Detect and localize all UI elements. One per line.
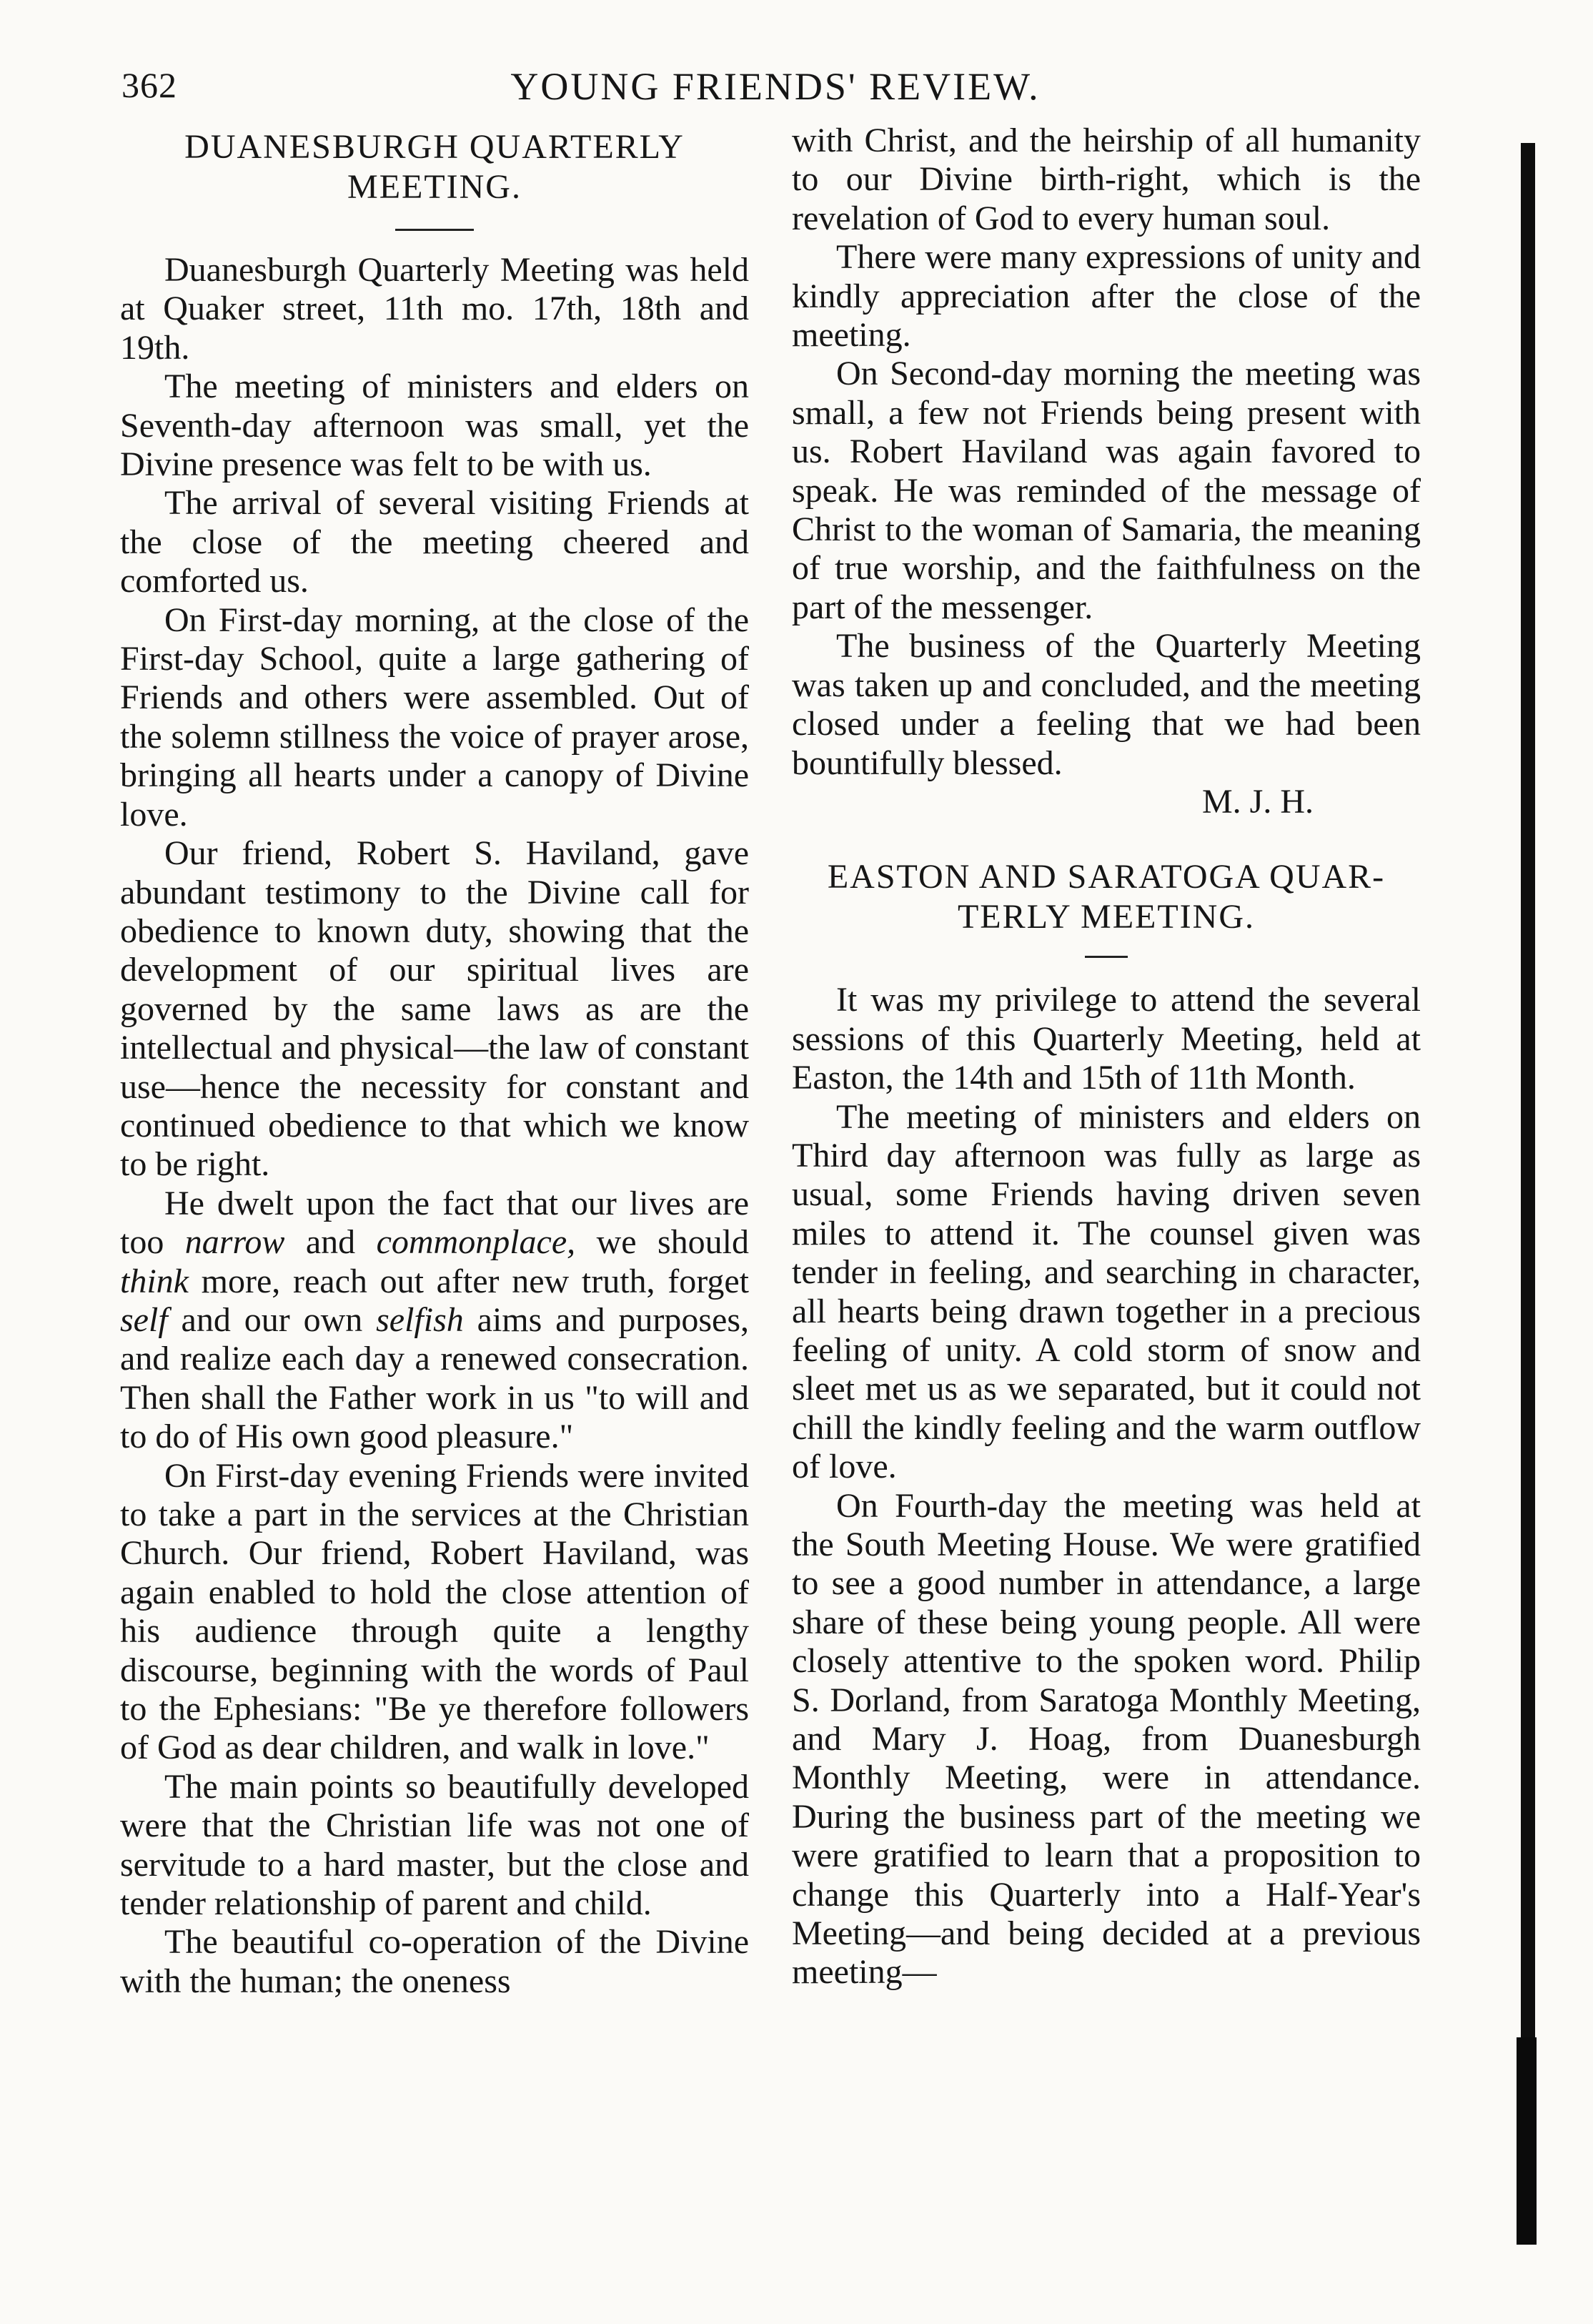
heading-line-1: EASTON AND SARATOGA QUAR- [827, 858, 1386, 896]
text-run: and our own [167, 1300, 377, 1339]
paragraph: On First-day morning, at the close of the First-day School, quite a large gathering of Friends and others were assembled. Out of the solemn stillness the voice of prayer arose, bringing all hearts under a canopy of Divine love. [120, 600, 749, 834]
italic-word: selfish [376, 1300, 464, 1339]
text-run: and [284, 1223, 377, 1262]
paragraph: The meeting of ministers and elders on Third day afternoon was fully as large as usual, some Friends having driven seven miles to attend it. The counsel given was tender in feeling, and searching in character, all hearts being drawn together in a precious feeling of unity. A cold storm of snow and sleet met us as we separated, but it could not chill the kindly feeling and the warm outflow of love. [792, 1097, 1421, 1486]
heading-line-2: TERLY MEETING. [957, 898, 1255, 936]
heading-line-1: DUANESBURGH QUARTERLY [184, 128, 685, 166]
page-edge-bar-thick [1517, 2037, 1537, 2245]
paragraph: The main points so beautifully developed were that the Christian life was not one of servitude to a hard master, but the close and tender relationship of parent and child. [120, 1767, 749, 1923]
paragraph: On Second-day morning the meeting was small, a few not Friends being present with us. Robert Haviland was again favored to speak. He was reminded of the message of Christ to the woman of Samaria, the meaning of true worship, and the faithfulness on the part of the messenger. [792, 355, 1421, 626]
paragraph: It was my privilege to attend the several sessions of this Quarterly Meeting, held at Easton, the 14th and 15th of 11th Month. [792, 981, 1421, 1097]
italic-word: commonplace, [376, 1223, 576, 1262]
right-column [792, 122, 1421, 1992]
paragraph: Our friend, Robert S. Haviland, gave abundant testimony to the Divine call for obedience to known duty, showing that the development of our spiritual lives are governed by the same laws as are the intellectual and physical—the law of constant use—hence the necessity for constant and continued obedience to that which we know to be right. [120, 834, 749, 1184]
heading-line-2: MEETING. [347, 168, 522, 206]
paragraph: On Fourth-day the meeting was held at the South Meeting House. We were gratified to see a good number in attendance, a large share of these being young people. All were closely attentive to the spoken word. Philip S. Dorland, from Saratoga Monthly Meeting, and Mary J. Hoag, from Duanesburgh Monthly Meeting, were in attendance. During the business part of the meeting we were gratified to learn that a proposition to change this Quarterly into a Half-Year's Meeting—and being decided at a previous meeting— [792, 1486, 1421, 1992]
paragraph: The beautiful co-operation of the Divine with the human; the oneness [120, 1923, 749, 2000]
paragraph: The business of the Quarterly Meeting was taken up and concluded, and the meeting closed under a feeling that we had been bountifully blessed. [792, 627, 1421, 782]
page-header [121, 64, 1429, 122]
page-edge-bar [1521, 143, 1535, 2245]
paragraph: On First-day evening Friends were invited to take a part in the services at the Christian Church. Our friend, Robert Haviland, was again enabled to hold the close attention of his audience through quite a lengthy discourse, beginning with the words of Paul to the Ephesians: "Be ye therefore followers of God as dear children, and walk in love." [120, 1456, 749, 1767]
article-heading-duanesburgh [120, 127, 749, 207]
heading-rule [1085, 956, 1128, 958]
article-heading-easton [792, 857, 1421, 937]
paragraph: There were many expressions of unity and kindly appreciation after the close of the meeting. [792, 238, 1421, 355]
paragraph-with-italics [120, 1185, 749, 1457]
heading-rule [395, 229, 474, 231]
paragraph-continued: with Christ, and the heirship of all humanity to our Divine birth-right, which is the revelation of God to every human soul. [792, 122, 1421, 237]
running-title: YOUNG FRIENDS' REVIEW. [510, 65, 1041, 108]
left-column [120, 122, 749, 2001]
paragraph: The arrival of several visiting Friends at the close of the meeting cheered and comforted us. [120, 484, 749, 600]
text-run: aims and purposes, and realize each day a renewed consecration. Then shall the Father work in us "to will and to do of His own good pleasure." [120, 1300, 750, 1456]
text-run: we should [575, 1223, 749, 1262]
page-number: 362 [121, 65, 177, 105]
text-run: more, reach out after new truth, forget [188, 1262, 749, 1300]
italic-word: think [120, 1262, 189, 1300]
paragraph: Duanesburgh Quarterly Meeting was held at Quaker street, 11th mo. 17th, 18th and 19th. [120, 251, 749, 367]
italic-word: narrow [184, 1223, 285, 1262]
text-run: He dwelt upon the fact that our lives are too [120, 1184, 749, 1262]
signature: M. J. H. [1201, 782, 1314, 821]
italic-word: self [120, 1300, 168, 1339]
paragraph: The meeting of ministers and elders on Seventh-day afternoon was small, yet the Divine presence was felt to be with us. [120, 367, 749, 484]
